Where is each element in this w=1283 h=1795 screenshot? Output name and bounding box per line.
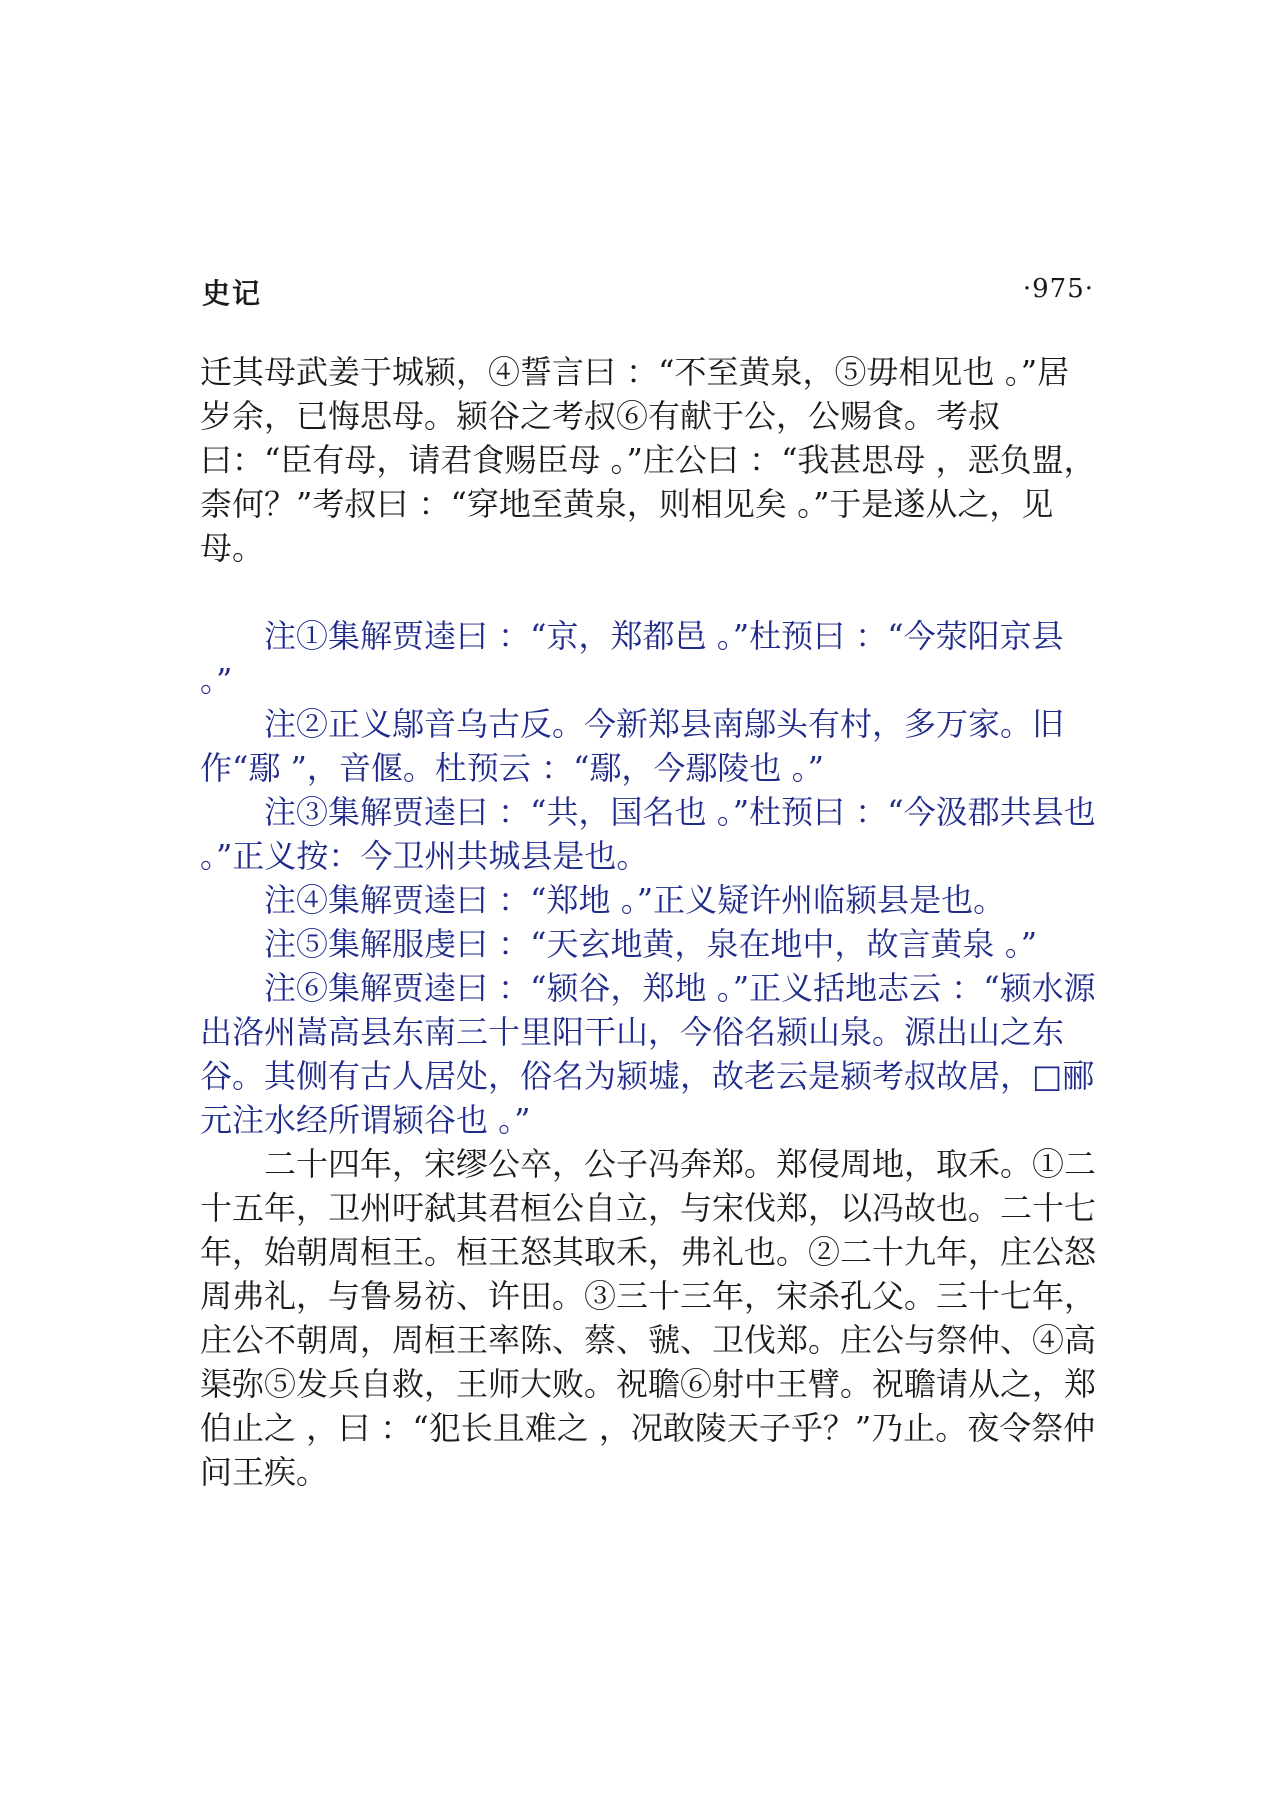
annotation-note-1: 注①集解贾逵曰 ：“京，郑都邑 。”杜预曰 ：“今荥阳京县 。” xyxy=(200,617,1074,699)
closing-paragraph: 二十四年，宋缪公卒，公子冯奔郑。郑侵周地，取禾。①二十五年，卫州吁弑其君桓公自立，与宋伐郑，以冯故也。二十七年，始朝周桓王。桓王怒其取禾，弗礼也。②二十九年，庄公怒周弗礼，与鲁易祊、许田。③三十三年，宋杀孔父。三十七年，庄公不朝周，周桓王率陈、蔡、虢、卫伐郑。庄公与祭仲、④高渠弥⑤发兵自救，王师大败。祝聸⑥射中王臂。祝聸请从之，郑伯止之 ，曰 ：“犯长且难之 ，况敢陵天子乎？”乃止。夜令祭仲问王疾。 xyxy=(200,1145,1097,1491)
annotation-note-2: 注②正义鄔音乌古反。今新郑县南鄔头有村，多万家。旧作“鄢 ”，音偃。杜预云 ：“鄢，今鄢陵也 。” xyxy=(200,705,1065,787)
annotation-note-4: 注④集解贾逵曰 ：“郑地 。”正义疑许州临颍县是也。 xyxy=(264,881,1006,919)
section-spacer xyxy=(200,570,1100,614)
page-body xyxy=(200,350,1106,1494)
annotation-note-6: 注⑥集解贾逵曰 ：“颍谷，郑地 。”正义括地志云 ：“颍水源出洛州嵩高县东南三十里阳干山，今俗名颍山泉。源出山之东谷。其侧有古人居处，俗名为颍墟，故老云是颍考叔故居，□郦元注水经所谓颍谷也 。” xyxy=(200,969,1096,1139)
opening-paragraph: 迁其母武姜于城颍，④誓言曰 ：“不至黄泉，⑤毋相见也 。”居岁余，已悔思母。颍谷之考叔⑥有献于公，公赐食。考叔曰：“臣有母，请君食赐臣母 。”庄公曰 ：“我甚思母 ，恶负盟，柰何？”考叔曰 ：“穿地至黄泉，则相见矣 。”于是遂从之，见母。 xyxy=(200,353,1096,567)
book-title: 史记 xyxy=(202,277,263,310)
page-number: ·975· xyxy=(1022,274,1094,304)
annotation-note-5: 注⑤集解服虔曰 ：“天玄地黄，泉在地中，故言黄泉 。” xyxy=(264,925,1038,963)
annotation-note-3: 注③集解贾逵曰 ：“共，国名也 。”杜预曰 ：“今汲郡共县也 。”正义按：今卫州共城县是也。 xyxy=(200,793,1106,875)
page-header xyxy=(202,272,1094,312)
